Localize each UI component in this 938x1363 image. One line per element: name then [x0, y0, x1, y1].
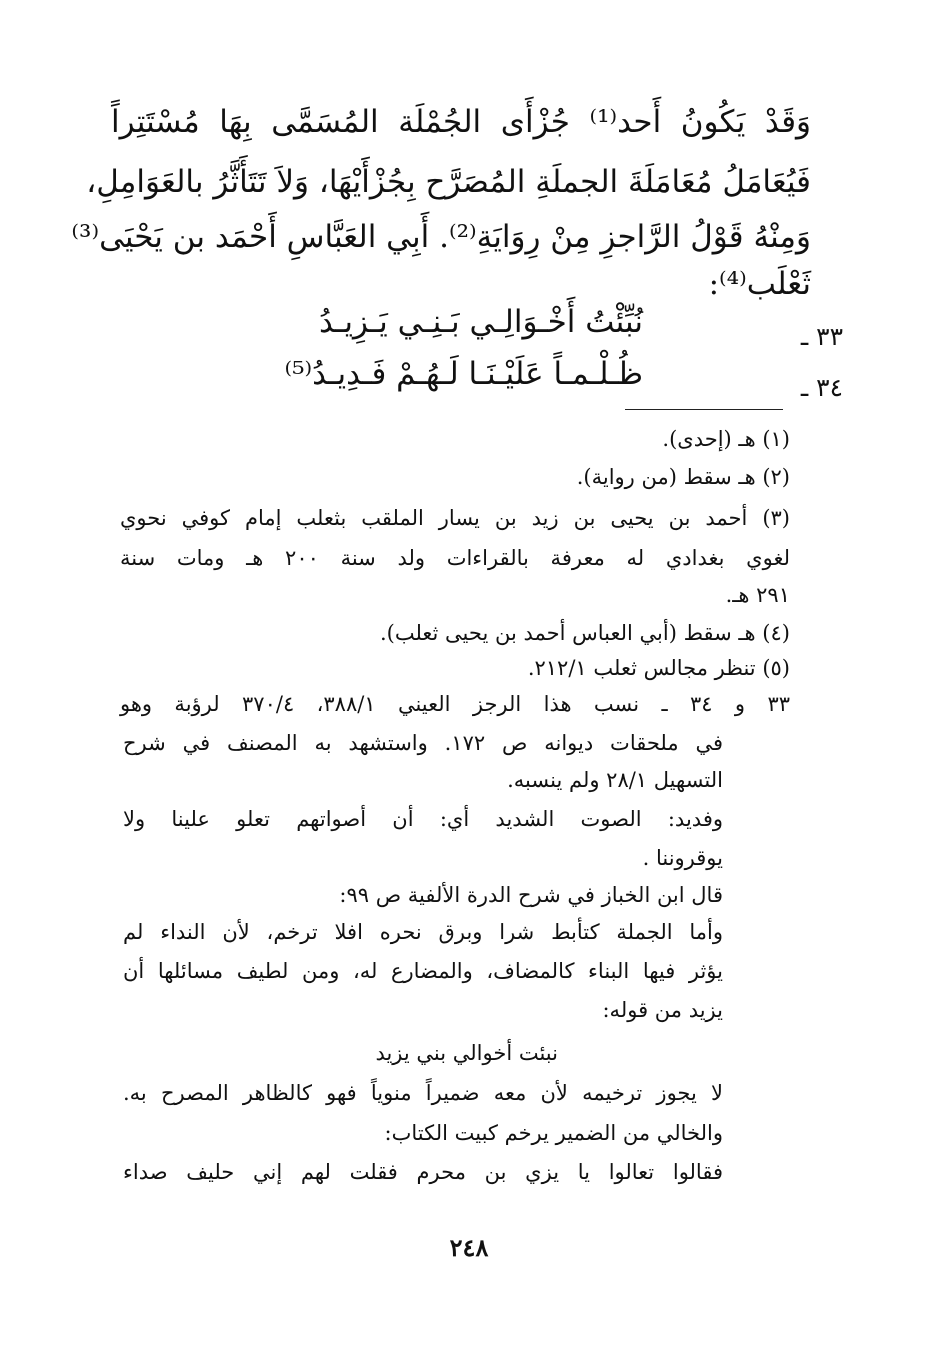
commentary-line-2: في ملحقات ديوانه ص ١٧٢. واستشهد به المصنف في شرح [123, 731, 723, 755]
footnote-3-line-2: لغوي بغدادي له معرفة بالقراءات ولد سنة ٢٠٠ هـ ومات سنة [120, 546, 790, 570]
verse-text-34: ظُـلْـمـاً عَلَيْـنَـا لَـهُـمْ فَـدِيـدُ⁽⁵⁾ [284, 356, 643, 392]
commentary-line-8: يؤثر فيها البناء كالمضاف، والمضارع له، ومن لطيف مسائلها أن [123, 959, 723, 983]
footnote-1: (١) هـ (إحدى). [662, 427, 790, 451]
commentary-line-3: التسهيل ٢٨/١ ولم ينسبه. [507, 768, 723, 792]
footnote-4: (٤) هـ سقط (أبي العباس أحمد بن يحيى ثعلب). [379, 621, 790, 645]
main-text-line-1: وَقَدْ يَكُونُ أَحد⁽¹⁾ جُزْأَى الجُمْلَة المُسَمَّى بِهَا مُسْتَتِراً [111, 104, 811, 140]
page-number: ٢٤٨ [449, 1233, 489, 1262]
commentary-line-4: وفديد: الصوت الشديد أي: أن أصواتهم تعلو علينا ولا [123, 807, 723, 831]
verse-number-33: ٣٣ ـ [800, 322, 843, 351]
commentary-verse: نبئت أخوالي بني يزيد [375, 1041, 558, 1065]
commentary-line-10: لا يجوز ترخيمه لأن معه ضميراً منوياً فهو كالظاهر المصرح به. [123, 1081, 723, 1105]
commentary-line-6: قال ابن الخباز في شرح الدرة الألفية ص ٩٩: [339, 883, 723, 907]
commentary-line-9: يزيد من قوله: [602, 998, 723, 1022]
footnote-3-line-3: ٢٩١ هـ. [725, 583, 790, 607]
verse-number-34: ٣٤ ـ [800, 373, 843, 402]
footnote-2: (٢) هـ سقط (من رواية). [576, 465, 790, 489]
commentary-line-12: فقالوا تعالوا يا يزي بن محرم فقلت لهم إني حليف صداء [123, 1160, 723, 1184]
verse-text-33: نُبِّئْتُ أَخْـوَالِـي بَـنِـي يَـزِيـدُ [319, 304, 643, 340]
commentary-line-11: والخالي من الضمير يرخم كبيت الكتاب: [384, 1121, 723, 1145]
main-text-line-3: وَمِنْهُ قَوْلُ الرَّاجزِ مِنْ رِوَايَةِ⁽²⁾. أَبِي العَبَّاسِ أَحْمَد بن يَحْيَى⁽³⁾ [71, 219, 811, 255]
main-text-line-2: فَيُعَامَلُ مُعَامَلَةَ الجملَةِ المُصَرَّح بِجُزْأَيْهَا، وَلاَ تَتَأَثَّرُ بالعَوَامِلِ، [86, 164, 811, 200]
main-text-line-4: ثَعْلَب⁽⁴⁾: [708, 266, 811, 302]
commentary-line-5: يوقروننا . [642, 846, 723, 870]
commentary-line-1: ٣٣ و ٣٤ ـ نسب هذا الرجز العيني ٣٨٨/١، ٣٧٠/٤ لرؤبة وهو [120, 692, 790, 716]
footnote-separator [625, 409, 783, 410]
commentary-line-7: وأما الجملة كتأبط شرا وبرق نحره افلا ترخم، لأن النداء لم [123, 920, 723, 944]
footnote-3-line-1: (٣) أحمد بن يحيى بن زيد بن يسار الملقب بثعلب إمام كوفي نحوي [120, 506, 790, 530]
footnote-5: (٥) تنظر مجالس ثعلب ٢١٢/١. [527, 656, 790, 680]
